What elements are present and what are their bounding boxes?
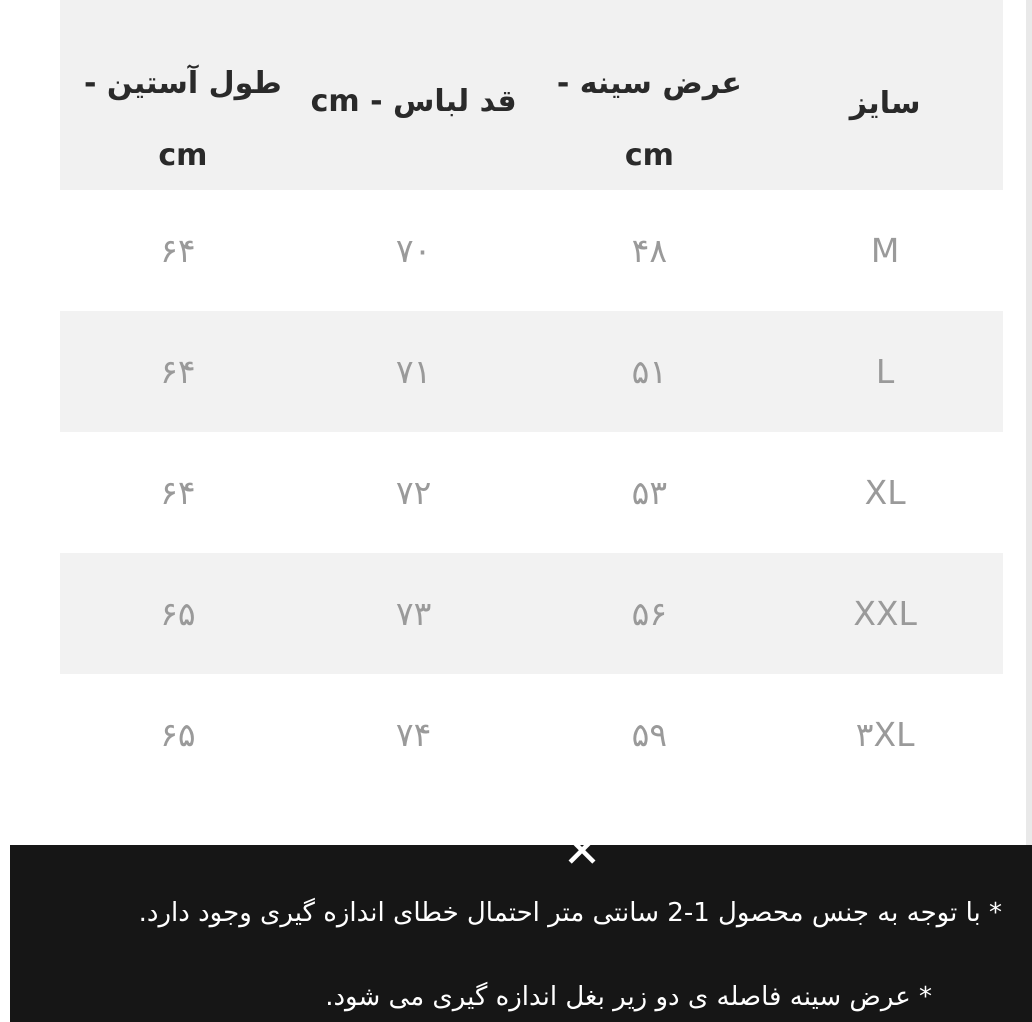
cell-size: M [870,231,900,270]
cell-chest: ۵۳ [631,473,668,512]
cell-sleeve: ۶۵ [160,715,196,754]
table-header-row [60,0,1003,190]
cell-sleeve: ۶۵ [160,594,196,633]
table-row [60,553,1003,674]
header-size: سایز [849,86,921,121]
cell-size: XXL [853,594,917,633]
cell-chest: ۵۹ [631,715,668,754]
cell-length: ۷۰ [395,231,432,270]
cell-size: XL [864,473,906,512]
cell-chest: ۵۱ [631,352,668,391]
header-sleeve-length: طول آستین - cm [84,66,282,173]
header-chest-width: عرض سینه - cm [556,66,742,173]
close-icon[interactable]: ✕ [562,824,602,878]
cell-length: ۷۳ [395,594,432,633]
chest-measurement-note: * عرض سینه فاصله ی دو زیر بغل اندازه گیری می شود. [325,982,932,1012]
size-table [60,0,1003,795]
cell-sleeve: ۶۴ [160,352,196,391]
cell-chest: ۵۶ [631,594,668,633]
cell-length: ۷۱ [395,352,432,391]
cell-length: ۷۴ [395,715,432,754]
table-row [60,190,1003,311]
measurement-error-note: * با توجه به جنس محصول 1-2 سانتی متر احتمال خطای اندازه گیری وجود دارد. [138,898,1002,928]
table-row [60,432,1003,553]
cell-size: ۳XL [855,715,915,754]
cell-size: L [875,352,895,391]
table-row [60,674,1003,795]
table-row [60,311,1003,432]
cell-sleeve: ۶۴ [160,473,196,512]
scrollbar-track[interactable] [1026,0,1032,845]
header-garment-length: قد لباس - cm [310,84,517,119]
cell-sleeve: ۶۴ [160,231,196,270]
cell-length: ۷۲ [395,473,432,512]
cell-chest: ۴۸ [631,231,668,270]
